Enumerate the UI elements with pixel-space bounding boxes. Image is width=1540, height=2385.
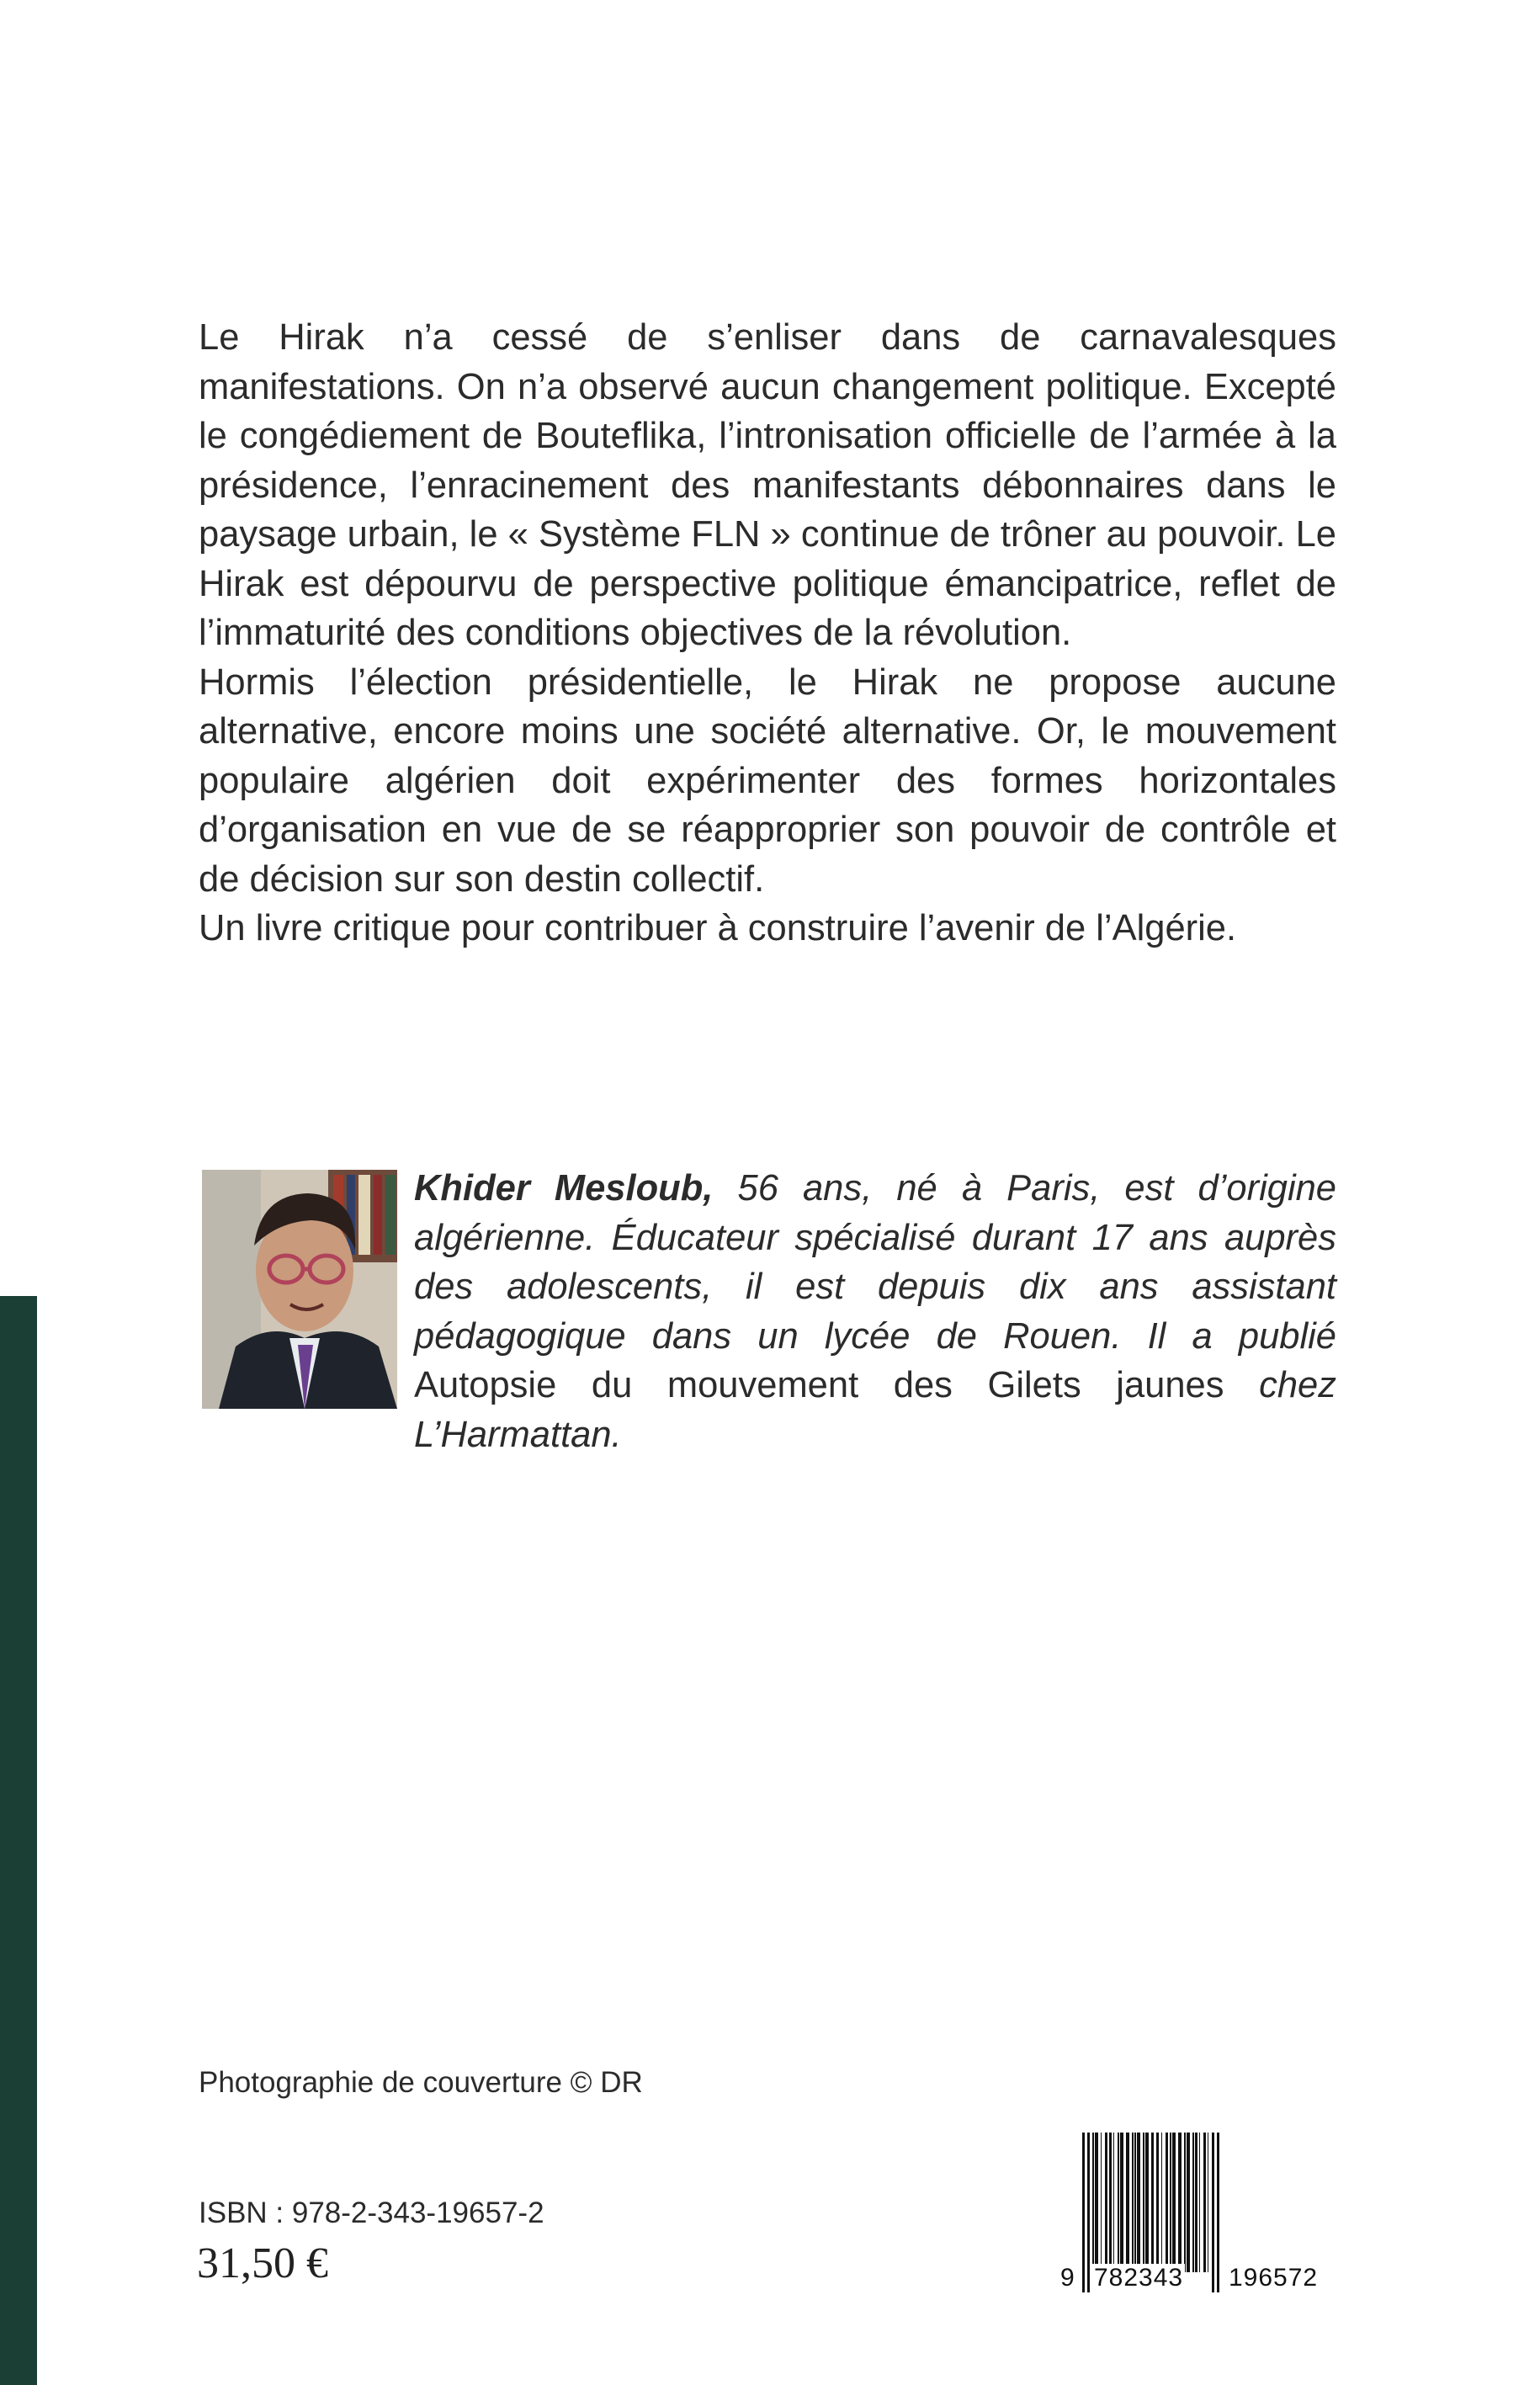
barcode-bar (1199, 2133, 1200, 2272)
barcode-bar (1134, 2133, 1136, 2272)
barcode-bar (1101, 2133, 1102, 2272)
blurb-paragraph-3: Un livre critique pour contribuer à construire l’avenir de l’Algérie. (199, 908, 1237, 948)
barcode-bar (1184, 2133, 1186, 2272)
isbn-number: ISBN : 978-2-343-19657-2 (199, 2196, 544, 2229)
barcode-group-2: 196572 (1229, 2264, 1319, 2292)
blurb-paragraph-2: Hormis l’élection présidentielle, le Hirak ne propose aucune alternative, encore moins une société alternative. Or, le mouvement populaire algérien doit expérimenter des formes horizontales d’organisation en vue de se réapproprier son pouvoir de contrôle et de décision sur son destin collectif. (199, 661, 1336, 900)
author-portrait-illustration (202, 1170, 397, 1409)
barcode-bar (1172, 2133, 1176, 2272)
barcode-bar (1203, 2133, 1206, 2272)
author-bio-text-1: 56 ans, né à Paris, est d’origine algérienne. Éducateur spécialisé durant 17 ans auprès des adolescents, il est depuis dix ans assistant pédagogique dans un lycée de Rouen. Il a publié (414, 1168, 1337, 1357)
author-photo (202, 1170, 397, 1409)
barcode-bar (1118, 2133, 1119, 2272)
barcode-bar (1170, 2133, 1171, 2272)
price: 31,50 € (197, 2239, 328, 2287)
barcode-bar (1109, 2133, 1112, 2272)
barcode-bar (1166, 2133, 1168, 2272)
barcode-bar (1120, 2133, 1123, 2272)
blurb-paragraph-1: Le Hirak n’a cessé de s’enliser dans de carnavalesques manifestations. On n’a observé aucun changement politique. Excepté le congédiement de Bouteflika, l’intronisation officielle de l’armée à la présidence, l’enracinement des manifestants débonnaires dans le paysage urbain, le « Système FLN » continue de trôner au pouvoir. Le Hirak est dépourvu de perspective politique émancipatrice, reflet de l’immaturité des conditions objectives de la révolution. (199, 317, 1336, 653)
barcode-bar (1132, 2133, 1134, 2272)
barcode-digits (1059, 2264, 1362, 2378)
barcode-bar (1092, 2133, 1094, 2272)
barcode-bar (1192, 2133, 1194, 2272)
author-book-title: Autopsie du mouvement des Gilets jaunes (414, 1365, 1224, 1405)
photo-credit: Photographie de couverture © DR (199, 2066, 643, 2099)
back-cover-blurb (199, 313, 1336, 953)
author-bio (414, 1164, 1336, 1459)
spine-color-band (0, 1296, 37, 2385)
author-name: Khider Mesloub, (414, 1168, 714, 1208)
barcode-bar (1145, 2133, 1149, 2272)
barcode-bar (1095, 2133, 1098, 2272)
barcode-bar (1113, 2133, 1114, 2272)
barcode-bar (1105, 2133, 1107, 2272)
barcode-bar (1137, 2133, 1140, 2272)
barcode-bar (1195, 2133, 1197, 2272)
barcode-bar (1187, 2133, 1190, 2272)
author-bio-text-2: chez L’Harmattan. (414, 1365, 1336, 1455)
barcode-bar (1161, 2133, 1162, 2272)
barcode-bar (1143, 2133, 1144, 2272)
barcode-group-1: 782343 (1094, 2264, 1184, 2292)
barcode-bar (1126, 2133, 1129, 2272)
barcode-first-digit: 9 (1060, 2264, 1075, 2292)
barcode-bar (1178, 2133, 1182, 2272)
